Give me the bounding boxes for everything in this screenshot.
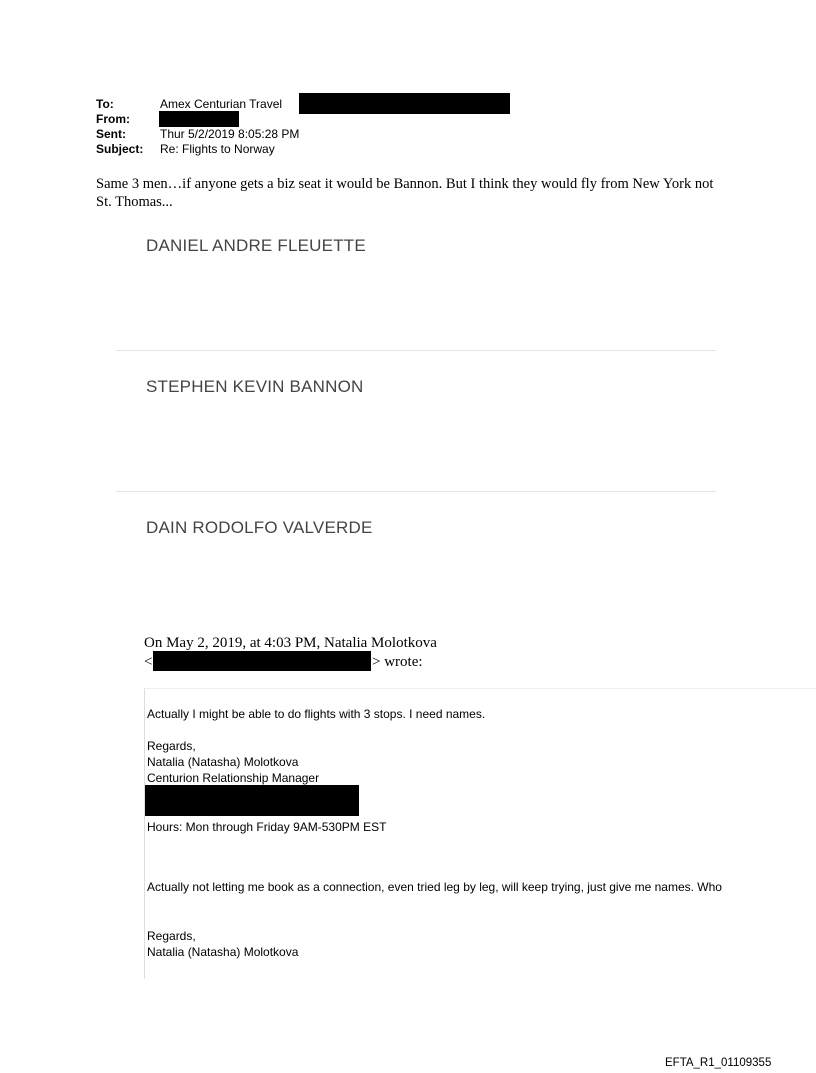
quoted-signature-title: Centurion Relationship Manager [147, 771, 320, 785]
redaction-email [153, 651, 371, 671]
divider-2 [116, 491, 716, 492]
divider-1 [116, 350, 716, 351]
name-item-3: DAIN RODOLFO VALVERDE [146, 518, 373, 537]
sent-label: Sent: [96, 127, 126, 141]
from-label: From: [96, 112, 130, 126]
quoted-signature-name-2: Natalia (Natasha) Molotkova [147, 945, 299, 959]
quote-header-open: < [144, 654, 153, 670]
email-body-text: Same 3 men…if anyone gets a biz seat it would be Bannon. But I think they would fly from New York not St. Thomas... [96, 176, 714, 210]
redaction-contact [145, 785, 359, 816]
quoted-signature-name-1: Natalia (Natasha) Molotkova [147, 755, 299, 769]
subject-label: Subject: [96, 142, 144, 156]
quoted-regards-2: Regards, [147, 929, 196, 943]
redaction-to [299, 93, 510, 114]
name-item-1: DANIEL ANDRE FLEUETTE [146, 236, 366, 255]
quoted-line-2: Actually not letting me book as a connection, even tried leg by leg, will keep trying, just give me names. Who [147, 880, 722, 894]
quoted-line-1: Actually I might be able to do flights with 3 stops. I need names. [147, 707, 486, 721]
quoted-regards-1: Regards, [147, 739, 196, 753]
quote-header-close: > wrote: [372, 654, 423, 670]
quoted-hours: Hours: Mon through Friday 9AM-530PM EST [147, 820, 387, 834]
sent-value: Thur 5/2/2019 8:05:28 PM [160, 127, 300, 141]
redaction-from [159, 111, 239, 127]
quote-header-line1: On May 2, 2019, at 4:03 PM, Natalia Molotkova [144, 635, 437, 651]
to-value: Amex Centurian Travel [160, 97, 283, 111]
name-item-2: STEPHEN KEVIN BANNON [146, 377, 364, 396]
to-label: To: [96, 97, 114, 111]
document-id: EFTA_R1_01109355 [665, 1057, 772, 1069]
subject-value: Re: Flights to Norway [160, 142, 275, 156]
